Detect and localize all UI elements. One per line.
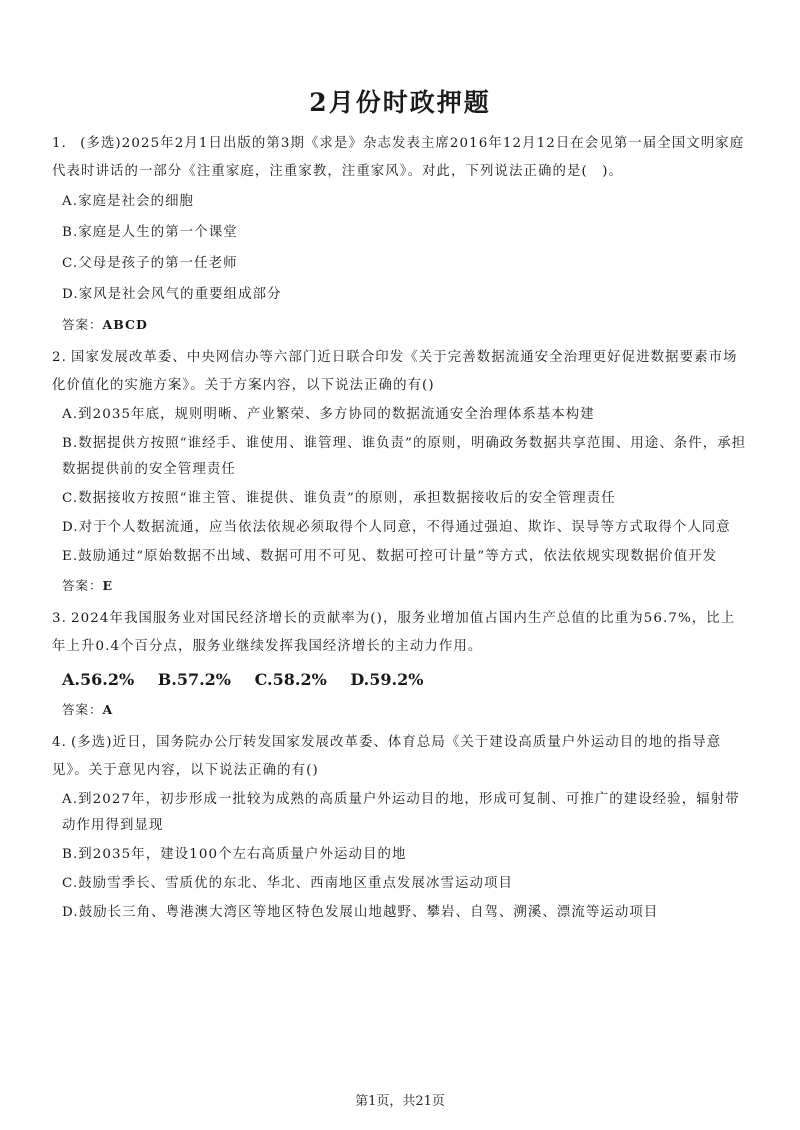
option-d: D.对于个人数据流通，应当依法依规必须取得个人同意，不得通过强迫、欺诈、误导等方式取得个人同意 <box>62 520 731 535</box>
question-number: 3. <box>52 611 67 626</box>
page-footer: 第1页，共21页 <box>355 1094 445 1109</box>
option-d: D.鼓励长三角、粤港澳大湾区等地区特色发展山地越野、攀岩、自驾、溯溪、漂流等运动项目 <box>62 905 659 920</box>
answer-label: 答案： <box>62 702 103 717</box>
question-4 <box>52 729 748 926</box>
option-b: B.家庭是人生的第一个课堂 <box>62 225 238 240</box>
question-3 <box>52 605 748 723</box>
choice-c: C.58.2% <box>254 670 327 689</box>
question-3-text <box>52 605 748 661</box>
question-number: 2. <box>52 350 67 365</box>
question-stem: (多选)2025年2月1日出版的第3期《求是》杂志发表主席2016年12月12日在会见第一届全国文明家庭代表时讲话的一部分《注重家庭，注重家教，注重家风》。对此，下列说法正确的是( )。 <box>52 136 745 179</box>
question-2-text <box>52 344 748 400</box>
option-a: A.到2035年底，规则明晰、产业繁荣、多方协同的数据流通安全治理体系基本构建 <box>62 407 595 422</box>
option-c: C.数据接收方按照“谁主管、谁提供、谁负责”的原则，承担数据接收后的安全管理责任 <box>62 491 616 506</box>
option-c: C.父母是孩子的第一任老师 <box>62 256 238 271</box>
option-e: E.鼓励通过“原始数据不出域、数据可用不可见、数据可控可计量”等方式，依法依规实现数据价值开发 <box>62 549 718 564</box>
answer-value: A <box>102 702 114 717</box>
answer <box>52 697 748 723</box>
question-4-text <box>52 729 748 785</box>
page-title: 2月份时政押题 <box>309 88 491 117</box>
answer <box>52 312 748 338</box>
option-b: B.到2035年，建设100个左右高质量户外运动目的地 <box>62 847 407 862</box>
question-2 <box>52 344 748 599</box>
choice-row <box>52 663 748 697</box>
choice-a: A.56.2% <box>62 670 135 689</box>
option-a: A.家庭是社会的细胞 <box>62 194 195 209</box>
option-a: A.到2027年，初步形成一批较为成熟的高质量户外运动目的地，形成可复制、可推广的建设经验，辐射带动作用得到显现 <box>62 792 740 833</box>
choice-d: D.59.2% <box>350 670 424 689</box>
answer-value: ABCD <box>102 317 148 332</box>
option-d: D.家风是社会风气的重要组成部分 <box>62 287 282 302</box>
option-b: B.数据提供方按照“谁经手、谁使用、谁管理、谁负责”的原则，明确政务数据共享范围、用途、条件，承担数据提供前的安全管理责任 <box>62 436 747 477</box>
question-number: 1． <box>52 136 77 151</box>
question-stem: 2024年我国服务业对国民经济增长的贡献率为()，服务业增加值占国内生产总值的比重为56.7%，比上年上升0.4个百分点，服务业继续发挥我国经济增长的主动力作用。 <box>52 611 736 654</box>
choice-b: B.57.2% <box>157 670 231 689</box>
question-number: 4. <box>52 735 67 750</box>
question-stem: (多选)近日，国务院办公厅转发国家发展改革委、体育总局《关于建设高质量户外运动目的地的指导意见》。关于意见内容，以下说法正确的有() <box>52 735 722 778</box>
question-1 <box>52 130 748 338</box>
question-stem: 国家发展改革委、中央网信办等六部门近日联合印发《关于完善数据流通安全治理更好促进数据要素市场化价值化的实施方案》。关于方案内容，以下说法正确的有() <box>52 350 738 393</box>
answer <box>52 573 748 599</box>
answer-label: 答案： <box>62 317 103 332</box>
question-1-text <box>52 130 748 186</box>
answer-label: 答案： <box>62 578 103 593</box>
option-c: C.鼓励雪季长、雪质优的东北、华北、西南地区重点发展冰雪运动项目 <box>62 876 513 891</box>
answer-value: E <box>102 578 114 593</box>
